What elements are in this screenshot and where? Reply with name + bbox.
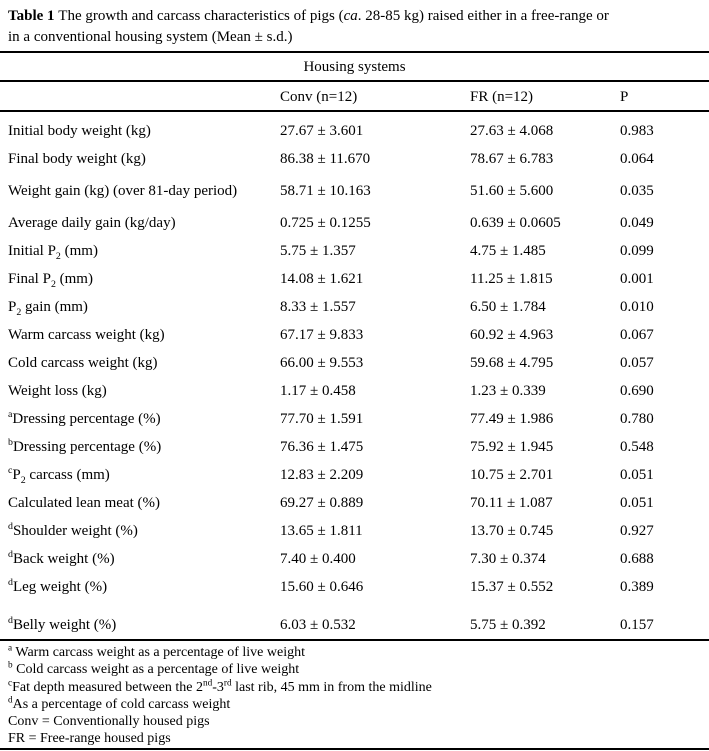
value-fr: 27.63 ± 4.068	[470, 123, 554, 139]
value-conv: 6.03 ± 0.532	[280, 617, 356, 633]
row-label: Final body weight (kg)	[8, 151, 146, 167]
group-header-housing-systems: Housing systems	[303, 59, 406, 75]
row-label: Average daily gain (kg/day)	[8, 215, 176, 231]
row-label: $^a$Dressing percentage (%)	[8, 409, 161, 427]
table-row	[0, 517, 709, 545]
row-label: Weight loss (kg)	[8, 383, 107, 399]
footnote: $^b$ Cold carcass weight as a percentage of live weight	[8, 659, 300, 678]
value-p: 0.064	[620, 151, 654, 167]
table-row	[0, 489, 709, 517]
table-row	[0, 405, 709, 433]
value-conv: 0.725 ± 0.1255	[280, 215, 371, 231]
value-fr: 59.68 ± 4.795	[470, 355, 554, 371]
table-row	[0, 293, 709, 321]
value-p: 0.157	[620, 617, 654, 633]
footnote: Conv = Conventionally housed pigs	[8, 714, 210, 730]
row-label: Initial body weight (kg)	[8, 123, 151, 139]
table-row	[0, 145, 709, 173]
table-row	[0, 117, 709, 145]
row-label: $P_2$ gain (mm)	[8, 299, 88, 318]
table-row	[0, 349, 709, 377]
value-fr: 7.30 ± 0.374	[470, 551, 546, 567]
value-conv: 67.17 ± 9.833	[280, 327, 364, 343]
table-row	[0, 573, 709, 601]
table-row	[0, 461, 709, 489]
column-header-spacer	[8, 82, 280, 112]
value-conv: 8.33 ± 1.557	[280, 299, 356, 315]
value-fr: 11.25 ± 1.815	[470, 271, 553, 287]
table-row	[0, 433, 709, 461]
value-fr: 13.70 ± 0.745	[470, 523, 554, 539]
value-fr: 5.75 ± 0.392	[470, 617, 546, 633]
value-conv: 77.70 ± 1.591	[280, 411, 364, 427]
row-label: Initial $P_2$ (mm)	[8, 243, 98, 262]
row-label: Weight gain (kg) (over 81-day period)	[8, 183, 238, 199]
value-fr: 1.23 ± 0.339	[470, 383, 546, 399]
table-row	[0, 377, 709, 405]
footnote: $^c$Fat depth measured between the 2nd-3rd last rib, 45 mm in from the midline	[8, 676, 432, 695]
value-fr: 15.37 ± 0.552	[470, 579, 554, 595]
value-fr: 70.11 ± 1.087	[470, 495, 553, 511]
value-fr: 75.92 ± 1.945	[470, 439, 554, 455]
value-conv: 7.40 ± 0.400	[280, 551, 356, 567]
value-fr: 60.92 ± 4.963	[470, 327, 554, 343]
footnote: $^d$As a percentage of cold carcass weight	[8, 694, 231, 712]
table-row	[0, 209, 709, 237]
footnotes-block	[0, 641, 709, 748]
value-conv: 58.71 ± 10.163	[280, 183, 371, 199]
value-p: 0.389	[620, 579, 654, 595]
value-p: 0.051	[620, 495, 654, 511]
row-label: Warm carcass weight (kg)	[8, 327, 165, 343]
value-conv: 86.38 ± 11.670	[280, 151, 371, 167]
value-fr: 4.75 ± 1.485	[470, 243, 546, 259]
row-label: $^d$Back weight (%)	[8, 549, 115, 567]
column-header-conv: Conv (n=12)	[280, 89, 358, 105]
row-label: Cold carcass weight (kg)	[8, 355, 158, 371]
value-fr: 0.639 ± 0.0605	[470, 215, 561, 231]
value-p: 0.548	[620, 439, 654, 455]
value-fr: 77.49 ± 1.986	[470, 411, 554, 427]
row-label: Final $P_2$ (mm)	[8, 271, 93, 290]
footnote: FR = Free-range housed pigs	[8, 731, 171, 747]
table-body	[0, 112, 709, 639]
footnote: $^a$ Warm carcass weight as a percentage of live weight	[8, 642, 305, 660]
table-row	[0, 321, 709, 349]
column-header-fr: FR (n=12)	[470, 89, 534, 105]
value-conv: 1.17 ± 0.458	[280, 383, 356, 399]
value-conv: 12.83 ± 2.209	[280, 467, 364, 483]
value-p: 0.049	[620, 215, 654, 231]
value-conv: 5.75 ± 1.357	[280, 243, 356, 259]
value-conv: 76.36 ± 1.475	[280, 439, 364, 455]
value-conv: 13.65 ± 1.811	[280, 523, 363, 539]
value-fr: 6.50 ± 1.784	[470, 299, 546, 315]
value-p: 0.001	[620, 271, 654, 287]
column-header-row	[0, 82, 709, 110]
table-row	[0, 265, 709, 293]
table-row	[0, 611, 709, 639]
row-label: Calculated lean meat (%)	[8, 495, 161, 511]
value-p: 0.983	[620, 123, 654, 139]
value-conv: 14.08 ± 1.621	[280, 271, 364, 287]
value-p: 0.927	[620, 523, 654, 539]
row-label: $^cP_2$ carcass (mm)	[8, 465, 110, 486]
value-conv: 66.00 ± 9.553	[280, 355, 364, 371]
value-p: 0.780	[620, 411, 654, 427]
value-p: 0.099	[620, 243, 654, 259]
value-p: 0.051	[620, 467, 654, 483]
table-row	[0, 177, 709, 205]
value-conv: 15.60 ± 0.646	[280, 579, 364, 595]
value-p: 0.010	[620, 299, 654, 315]
value-fr: 10.75 ± 2.701	[470, 467, 554, 483]
value-conv: 69.27 ± 0.889	[280, 495, 364, 511]
value-p: 0.035	[620, 183, 654, 199]
value-p: 0.057	[620, 355, 654, 371]
value-conv: 27.67 ± 3.601	[280, 123, 364, 139]
value-p: 0.688	[620, 551, 654, 567]
table-row	[0, 545, 709, 573]
table-caption: Table 1 The growth and carcass characteristics of pigs (ca. 28-85 kg) raised either in a free-range or in a conventional housing system (Mean ± s.d.)	[8, 8, 609, 45]
row-label: $^b$Dressing percentage (%)	[8, 437, 162, 455]
value-fr: 78.67 ± 6.783	[470, 151, 554, 167]
value-fr: 51.60 ± 5.600	[470, 183, 554, 199]
value-p: 0.067	[620, 327, 654, 343]
row-label: $^d$Shoulder weight (%)	[8, 521, 138, 539]
row-label: $^d$Belly weight (%)	[8, 615, 117, 633]
column-header-p: P	[620, 89, 629, 105]
row-label: $^d$Leg weight (%)	[8, 577, 108, 595]
rule-bottom	[0, 748, 709, 750]
value-p: 0.690	[620, 383, 654, 399]
table-row	[0, 237, 709, 265]
